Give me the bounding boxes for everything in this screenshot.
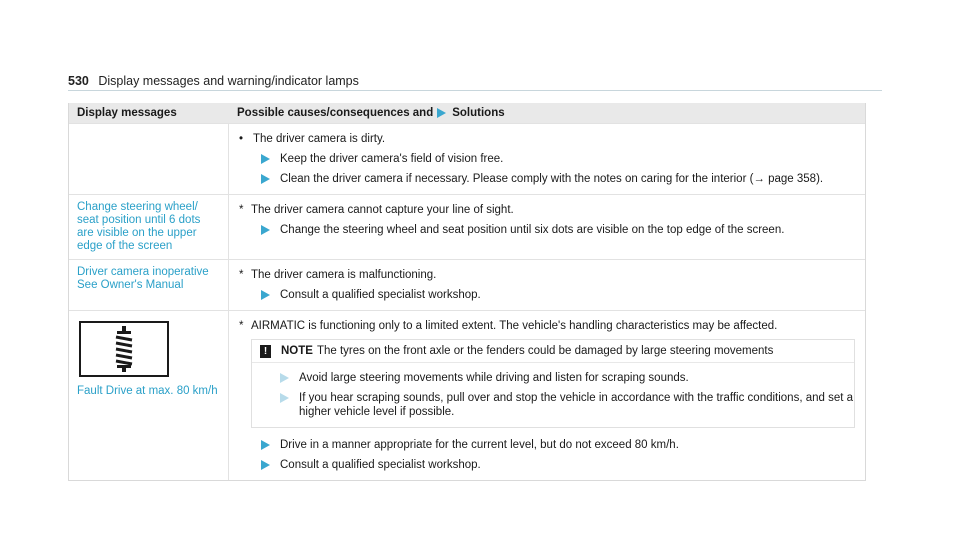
solution-cell [229,311,865,480]
message-cell [69,311,229,480]
step-text: Consult a qualified specialist workshop. [280,289,481,301]
solution-step [261,458,855,472]
solution-cell [229,195,865,259]
note-header [252,340,854,363]
message-text: Fault Drive at max. 80 km/h [77,385,218,397]
note-label: NOTE [281,345,313,357]
arrow-right-icon [437,108,446,118]
note-step [280,391,854,419]
arrow-right-icon [261,440,270,450]
table-header [69,103,865,123]
step-text: Keep the driver camera's field of vision free. [280,153,504,165]
solution-cell [229,260,865,310]
col-header-causes [229,100,865,126]
table-row [69,259,865,310]
warning-icon: ! [260,345,271,358]
message-text: Change steering wheel/ seat position until 6 dots are visible on the upper edge of the screen [69,195,229,259]
step-text: Consult a qualified specialist workshop. [280,459,481,471]
arrow-right-icon [261,154,270,164]
arrow-right-icon [261,290,270,300]
cause-line [239,319,855,333]
page-number: 530 [68,74,89,88]
display-messages-table [68,103,866,481]
asterisk-marker: * [239,320,244,332]
cause-line [239,268,855,282]
col-header-causes-label: Possible causes/consequences and [237,107,434,119]
table-row [69,123,865,194]
step-text: If you hear scraping sounds, pull over and stop the vehicle in accordance with the traffic conditions, and set a higher vehicle level if possible. [299,392,854,418]
arrow-right-icon [280,393,289,403]
solution-step [261,223,855,237]
col-header-solutions-label: Solutions [452,107,505,119]
step-text: Drive in a manner appropriate for the current level, but do not exceed 80 km/h. [280,439,679,451]
solution-cell [229,124,865,194]
message-cell-empty [69,124,229,194]
cause-text: The driver camera cannot capture your line of sight. [251,204,514,216]
note-step [280,371,854,385]
asterisk-marker: * [239,269,244,281]
table-row [69,194,865,259]
solution-step [261,438,855,452]
cause-line [239,203,855,217]
message-text: Driver camera inoperative See Owner's Manual [69,260,229,310]
col-header-messages: Display messages [77,106,177,119]
note-box [251,339,855,428]
solution-step [261,172,855,186]
page-header-title: Display messages and warning/indicator lamps [98,74,359,88]
page-header [68,74,359,88]
note-body [252,363,854,427]
step-text: Clean the driver camera if necessary. Please comply with the notes on caring for the interior (→ page 358). [280,173,824,185]
cause-text: The driver camera is dirty. [253,133,386,145]
bullet-icon: • [239,133,244,145]
arrow-right-icon [261,460,270,470]
cause-line [239,132,855,146]
arrow-right-icon [280,373,289,383]
arrow-right-icon [261,174,270,184]
asterisk-marker: * [239,204,244,216]
step-text: Change the steering wheel and seat position until six dots are visible on the top edge of the screen. [280,224,785,236]
note-text: The tyres on the front axle or the fenders could be damaged by large steering movements [316,345,774,357]
solution-step [261,288,855,302]
cause-text: AIRMATIC is functioning only to a limited extent. The vehicle's handling characteristics may be affected. [251,320,778,332]
solution-step [261,152,855,166]
suspension-spring-icon [79,321,169,377]
cause-text: The driver camera is malfunctioning. [251,269,437,281]
header-divider [68,90,882,91]
step-text: Avoid large steering movements while driving and listen for scraping sounds. [299,372,689,384]
arrow-right-icon [261,225,270,235]
table-row [69,310,865,480]
